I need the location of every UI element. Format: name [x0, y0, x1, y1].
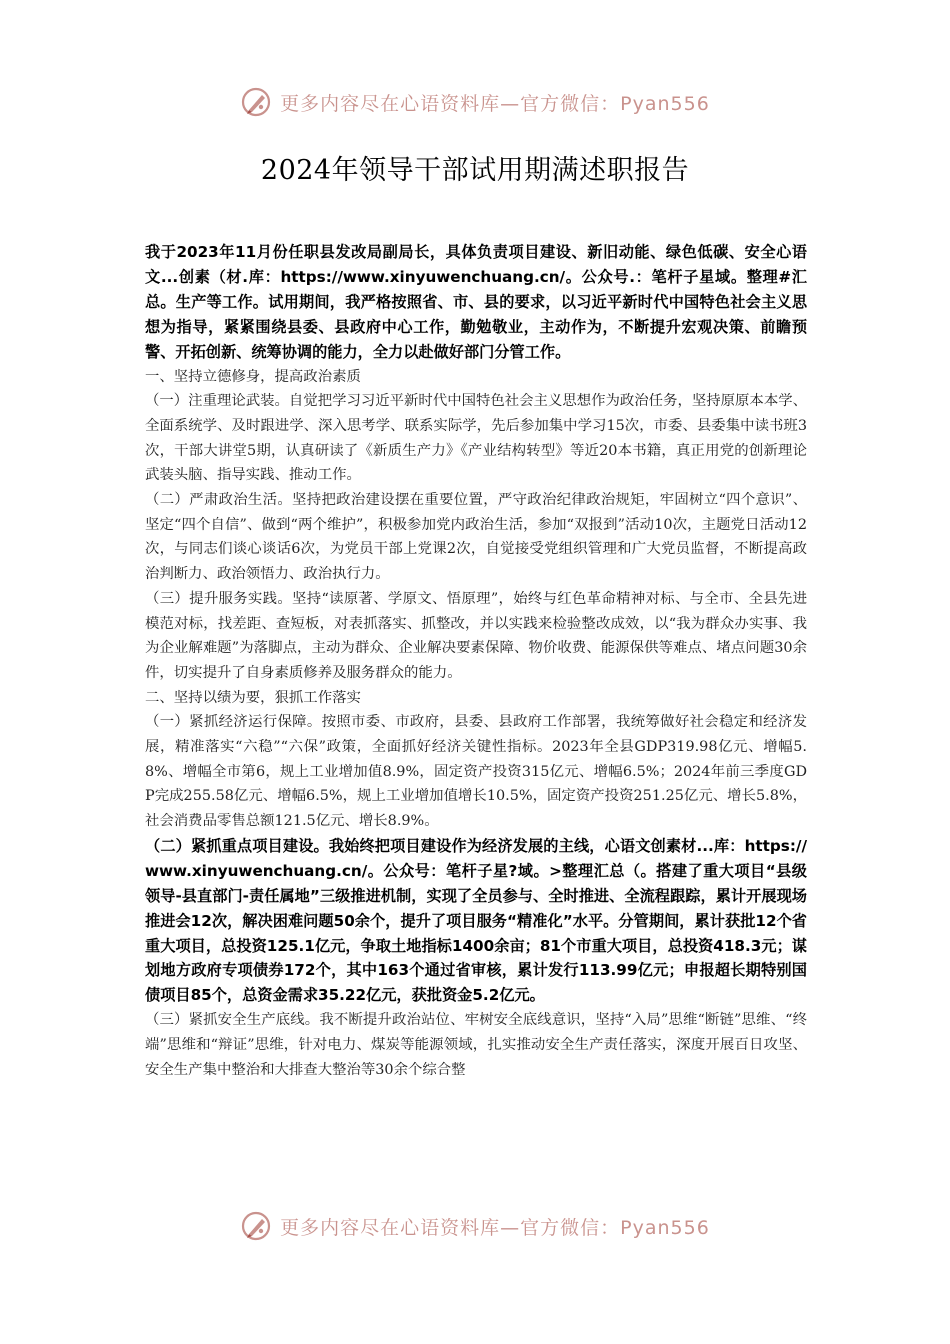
section-1-paragraph-1: （一）注重理论武装。自觉把学习习近平新时代中国特色社会主义思想作为政治任务，坚持原原本本学、全面系统学、及时跟进学、深入思考学、联系实际学，先后参加集中学习15次，市委、县委集中读书班3次，干部大讲堂5期，认真研读了《新质生产力》《产业结构转型》等近20本书籍，真正用党的创新理论武装头脑、指导实践、推动工作。: [145, 393, 807, 484]
document-body: [145, 240, 807, 1082]
header-watermark-text: 更多内容尽在心语资料库—官方微信：Pyan556: [280, 92, 710, 115]
section-2-heading: 二、坚持以绩为要，狠抓工作落实: [145, 689, 361, 706]
section-1-heading: 一、坚持立德修身，提高政治素质: [145, 368, 361, 385]
section-2-paragraph-3: （三）紧抓安全生产底线。我不断提升政治站位、牢树安全底线意识，坚持“入局”思维“断链”思维、“终端”思维和“辩证”思维，针对电力、煤炭等能源领域，扎实推动安全生产责任落实，深度开展百日攻坚、安全生产集中整治和大排查大整治等30余个综合整: [145, 1012, 807, 1078]
pen-logo-icon: [240, 1210, 272, 1242]
section-1-paragraph-2: （二）严肃政治生活。坚持把政治建设摆在重要位置，严守政治纪律政治规矩，牢固树立“四个意识”、坚定“四个自信”、做到“两个维护”，积极参加党内政治生活，参加“双报到”活动10次，主题党日活动12次，与同志们谈心谈话6次，为党员干部上党课2次，自觉接受党组织管理和广大党员监督，不断提高政治判断力、政治领悟力、政治执行力。: [145, 492, 807, 583]
intro-paragraph: 我于2023年11月份任职县发改局副局长，具体负责项目建设、新旧动能、绿色低碳、安全心语文...创素（材.库：https://www.xinyuwenchuang.cn/。公众号.：笔杆子星域。整理#汇总。生产等工作。试用期间，我严格按照省、市、县的要求，以习近平新时代中国特色社会主义思想为指导，紧紧围绕县委、县政府中心工作，勤勉敬业，主动作为，不断提升宏观决策、前瞻预警、开拓创新、统筹协调的能力，全力以赴做好部门分管工作。: [145, 243, 807, 361]
section-2-paragraph-2: （二）紧抓重点项目建设。我始终把项目建设作为经济发展的主线，心语文创素材...库：https://www.xinyuwenchuang.cn/。公众号：笔杆子星?域。>整理汇总（。搭建了重大项目“县级领导-县直部门-责任属地”三级推进机制，实现了全员参与、全时推进、全流程跟踪，累计开展现场推进会12次，解决困难问题50余个，提升了项目服务“精准化”水平。分管期间，累计获批12个省重大项目，总投资125.1亿元，争取土地指标1400余亩；81个市重大项目，总投资418.3元；谋划地方政府专项债券172个，其中163个通过省审核，累计发行113.99亿元；申报超长期特别国债项目85个，总资金需求35.22亿元，获批资金5.2亿元。: [145, 836, 807, 1005]
page-title: 2024年领导干部试用期满述职报告: [260, 155, 690, 186]
footer-watermark-banner: [0, 1210, 950, 1242]
footer-watermark-text: 更多内容尽在心语资料库—官方微信：Pyan556: [280, 1216, 710, 1239]
section-1-paragraph-3: （三）提升服务实践。坚持“读原著、学原文、悟原理”，始终与红色革命精神对标、与全市、全县先进模范对标，找差距、查短板，对表抓落实、抓整改，并以实践来检验整改成效，以“我为群众办实事、我为企业解难题”为落脚点，主动为群众、企业解决要素保障、物价收费、能源保供等难点、堵点问题30余件，切实提升了自身素质修养及服务群众的能力。: [145, 590, 807, 681]
pen-logo-icon: [240, 86, 272, 118]
header-watermark-banner: [0, 86, 950, 118]
section-2-paragraph-1: （一）紧抓经济运行保障。按照市委、市政府，县委、县政府工作部署，我统筹做好社会稳定和经济发展，精准落实“六稳”“六保”政策，全面抓好经济关键性指标。2023年全县GDP319.98亿元、增幅5.8%、增幅全市第6，规上工业增加值8.9%，固定资产投资315亿元、增幅6.5%；2024年前三季度GDP完成255.58亿元、增幅6.5%，规上工业增加值增长10.5%，固定资产投资251.25亿元、增长5.8%，社会消费品零售总额121.5亿元、增长8.9%。: [145, 714, 807, 830]
